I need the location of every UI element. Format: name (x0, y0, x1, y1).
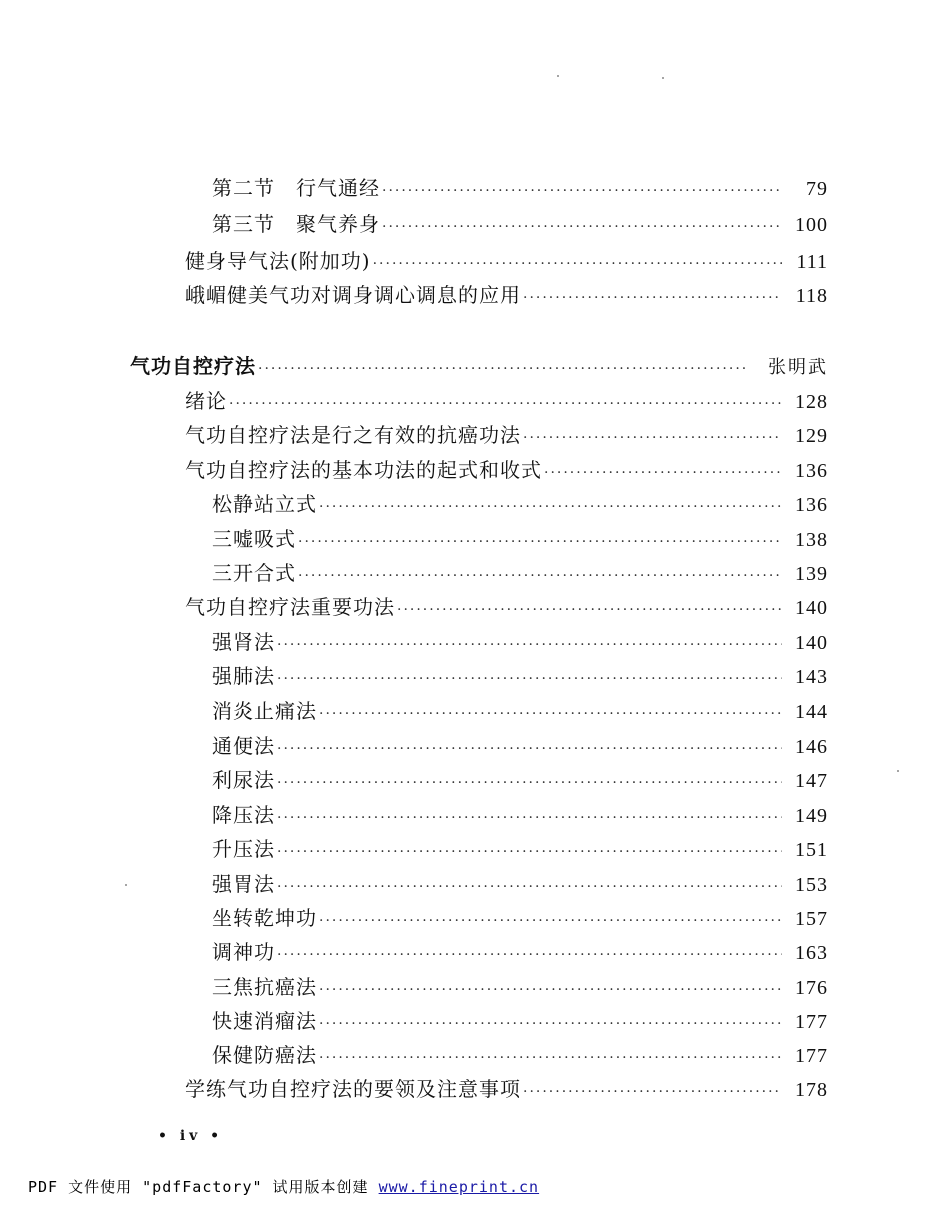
toc-entry-page: 138 (795, 529, 828, 551)
toc-entry-page: 177 (795, 1045, 828, 1067)
toc-entry-page: 118 (795, 285, 828, 307)
toc-entry (212, 664, 828, 691)
toc-dot-leader (258, 357, 746, 381)
toc-entry (212, 975, 828, 1002)
toc-entry-page: 140 (795, 597, 828, 619)
footer-link[interactable]: www.fineprint.cn (378, 1178, 540, 1196)
toc-entry-page: 153 (795, 874, 828, 896)
toc-entry-title: 通便法 (212, 734, 275, 758)
scan-speck (125, 884, 127, 886)
toc-entry-title: 学练气功自控疗法的要领及注意事项 (185, 1077, 521, 1101)
toc-dot-leader (319, 909, 782, 933)
toc-entry-title: 利尿法 (212, 768, 275, 792)
toc-entry (212, 561, 828, 588)
toc-dot-leader (319, 1012, 782, 1036)
toc-dot-leader (277, 633, 782, 657)
toc-entry (212, 734, 828, 761)
toc-section-heading (130, 354, 828, 381)
toc-dot-leader (277, 875, 782, 899)
toc-dot-leader (298, 530, 782, 554)
toc-entry (185, 283, 828, 310)
toc-entry-page: 129 (795, 425, 828, 447)
toc-dot-leader (382, 179, 782, 203)
toc-entry-title: 保健防癌法 (212, 1043, 317, 1067)
toc-dot-leader (277, 667, 782, 691)
toc-entry (212, 630, 828, 657)
toc-entry-page: 157 (795, 908, 828, 930)
toc-dot-leader (382, 215, 782, 239)
toc-entry-title: 绪论 (185, 389, 227, 413)
toc-entry-page: 144 (795, 701, 828, 723)
toc-entry-title: 降压法 (212, 803, 275, 827)
toc-entry (185, 389, 828, 416)
toc-entry-title: 松静站立式 (212, 492, 317, 516)
scan-speck (897, 770, 899, 772)
toc-entry-title: 快速消瘤法 (212, 1009, 317, 1033)
toc-entry-title: 强肾法 (212, 630, 275, 654)
toc-entry-title: 气功自控疗法重要功法 (185, 595, 395, 619)
toc-entry (212, 872, 828, 899)
toc-entry-title: 三开合式 (212, 561, 296, 585)
toc-entry-page: 146 (795, 736, 828, 758)
toc-entry-page: 151 (795, 839, 828, 861)
toc-entry (185, 458, 828, 485)
toc-entry (212, 699, 828, 726)
pdf-watermark-footer (28, 1176, 539, 1197)
toc-entry-page: 178 (795, 1079, 828, 1101)
toc-dot-leader (523, 1080, 782, 1104)
toc-dot-leader (229, 392, 782, 416)
toc-entry-page: 139 (795, 563, 828, 585)
toc-dot-leader (277, 840, 782, 864)
toc-dot-leader (319, 978, 782, 1002)
toc-entry (185, 249, 828, 276)
toc-entry-page: 176 (795, 977, 828, 999)
toc-entry-title: 强肺法 (212, 664, 275, 688)
toc-dot-leader (544, 461, 782, 485)
toc-dot-leader (277, 943, 782, 967)
toc-dot-leader (319, 495, 782, 519)
toc-entry (212, 1009, 828, 1036)
toc-entry (185, 595, 828, 622)
toc-dot-leader (277, 737, 782, 761)
toc-entry (185, 423, 828, 450)
toc-entry-title: 峨嵋健美气功对调身调心调息的应用 (185, 283, 521, 307)
toc-entry-page: 147 (795, 770, 828, 792)
toc-entry-title: 第三节 聚气养身 (212, 212, 380, 236)
toc-entry-title: 健身导气法(附加功) (185, 249, 371, 273)
toc-entry-title: 气功自控疗法 (130, 354, 256, 378)
toc-entry-title: 气功自控疗法是行之有效的抗癌功法 (185, 423, 521, 447)
toc-entry (212, 212, 828, 239)
toc-entry-title: 气功自控疗法的基本功法的起式和收式 (185, 458, 542, 482)
toc-entry-page: 136 (795, 494, 828, 516)
toc-entry-page: 149 (795, 805, 828, 827)
toc-entry (212, 492, 828, 519)
toc-entry-title: 升压法 (212, 837, 275, 861)
toc-entry (212, 527, 828, 554)
toc-entry (212, 1043, 828, 1070)
toc-entry-title: 消炎止痛法 (212, 699, 317, 723)
toc-entry-title: 三焦抗癌法 (212, 975, 317, 999)
toc-entry-page: 143 (795, 666, 828, 688)
toc-entry-title: 第二节 行气通经 (212, 176, 380, 200)
toc-dot-leader (277, 806, 782, 830)
toc-entry-page: 140 (795, 632, 828, 654)
toc-entry (212, 768, 828, 795)
toc-dot-leader (397, 598, 782, 622)
toc-entry-title: 调神功 (212, 940, 275, 964)
toc-entry (185, 1077, 828, 1104)
toc-dot-leader (523, 426, 782, 450)
toc-entry-page: 177 (795, 1011, 828, 1033)
toc-entry (212, 837, 828, 864)
toc-entry-page: 100 (795, 214, 828, 236)
toc-entry (212, 803, 828, 830)
toc-dot-leader (373, 252, 782, 276)
toc-dot-leader (298, 564, 782, 588)
toc-entry (212, 906, 828, 933)
page-number: • iv • (158, 1128, 224, 1144)
toc-entry-page: 111 (796, 251, 828, 273)
toc-dot-leader (523, 286, 782, 310)
toc-entry (212, 940, 828, 967)
scan-speck (557, 75, 559, 77)
toc-entry-title: 强胃法 (212, 872, 275, 896)
toc-section-author: 张明武 (768, 357, 828, 378)
toc-dot-leader (319, 1046, 782, 1070)
toc-entry-page: 136 (795, 460, 828, 482)
toc-entry-page: 79 (806, 178, 828, 200)
toc-entry-title: 三嘘吸式 (212, 527, 296, 551)
toc-dot-leader (277, 771, 782, 795)
scan-speck (662, 77, 664, 79)
toc-dot-leader (319, 702, 782, 726)
toc-entry-page: 163 (795, 942, 828, 964)
toc-entry (212, 176, 828, 203)
toc-entry-title: 坐转乾坤功 (212, 906, 317, 930)
toc-entry-page: 128 (795, 391, 828, 413)
footer-text: PDF 文件使用 "pdfFactory" 试用版本创建 (28, 1178, 369, 1196)
